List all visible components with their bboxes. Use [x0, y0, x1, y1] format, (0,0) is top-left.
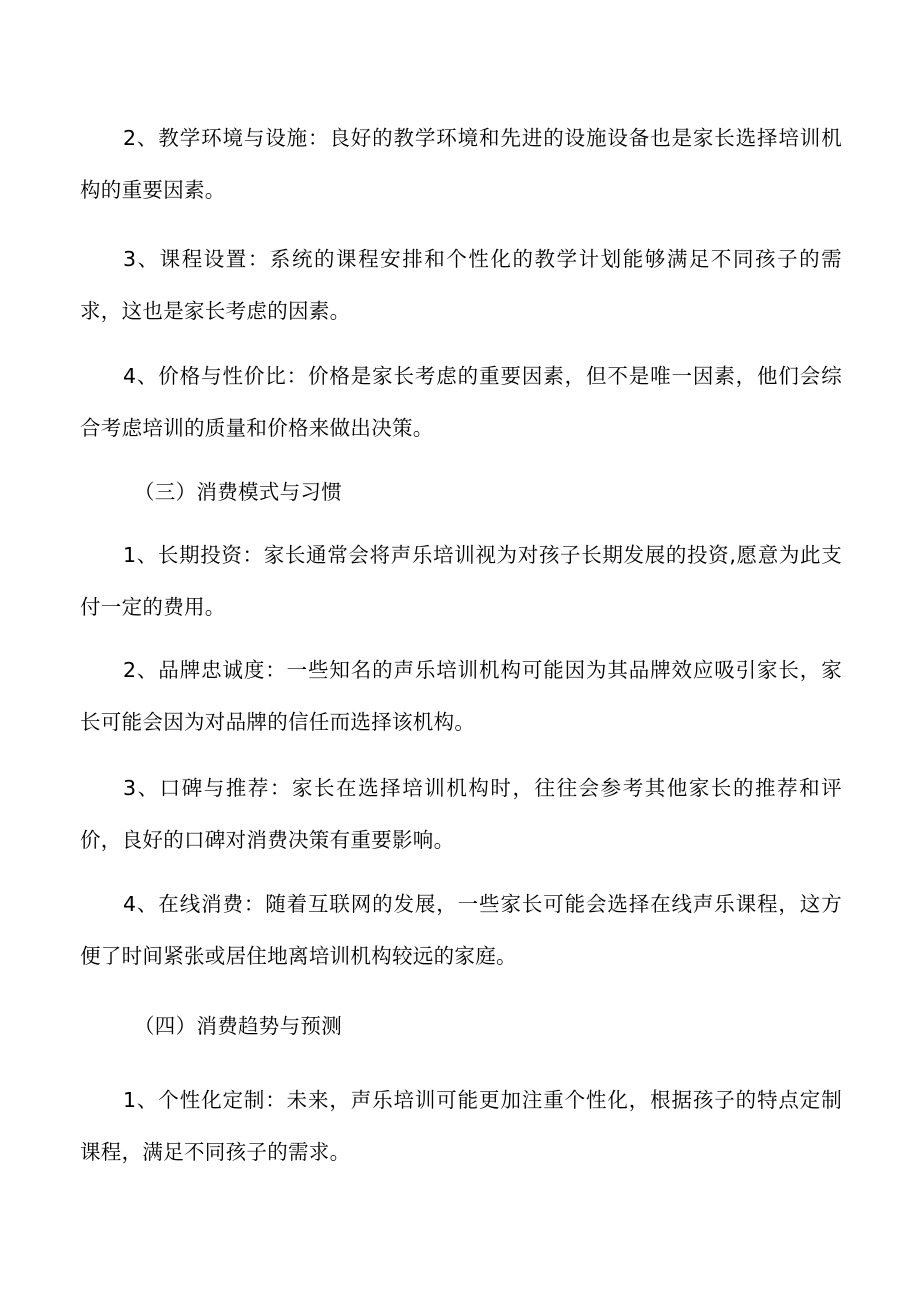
paragraph-online-consumption: 4、在线消费：随着互联网的发展，一些家长可能会选择在线声乐课程，这方便了时间紧张或居住地离培训机构较远的家庭。 [80, 892, 842, 968]
paragraph-course-settings: 3、课程设置：系统的课程安排和个性化的教学计划能够满足不同孩子的需求，这也是家长考虑的因素。 [80, 247, 842, 323]
paragraph-long-term-investment: 1、长期投资：家长通常会将声乐培训视为对孩子长期发展的投资,愿意为此支付一定的费用。 [80, 543, 842, 619]
paragraph-price-value: 4、价格与性价比：价格是家长考虑的重要因素，但不是唯一因素，他们会综合考虑培训的质量和价格来做出决策。 [80, 364, 842, 440]
paragraph-word-of-mouth: 3、口碑与推荐：家长在选择培训机构时，往往会参考其他家长的推荐和评价，良好的口碑对消费决策有重要影响。 [80, 776, 842, 852]
paragraph-personalized-customization: 1、个性化定制：未来，声乐培训可能更加注重个性化，根据孩子的特点定制课程，满足不同孩子的需求。 [80, 1088, 842, 1164]
section-heading-consumption-trends: （四）消费趋势与预测 [134, 1014, 342, 1038]
section-heading-consumption-patterns: （三）消费模式与习惯 [134, 480, 342, 504]
paragraph-brand-loyalty: 2、品牌忠诚度：一些知名的声乐培训机构可能因为其品牌效应吸引家长，家长可能会因为对品牌的信任而选择该机构。 [80, 658, 842, 734]
paragraph-teaching-environment: 2、教学环境与设施：良好的教学环境和先进的设施设备也是家长选择培训机构的重要因素。 [80, 126, 842, 202]
